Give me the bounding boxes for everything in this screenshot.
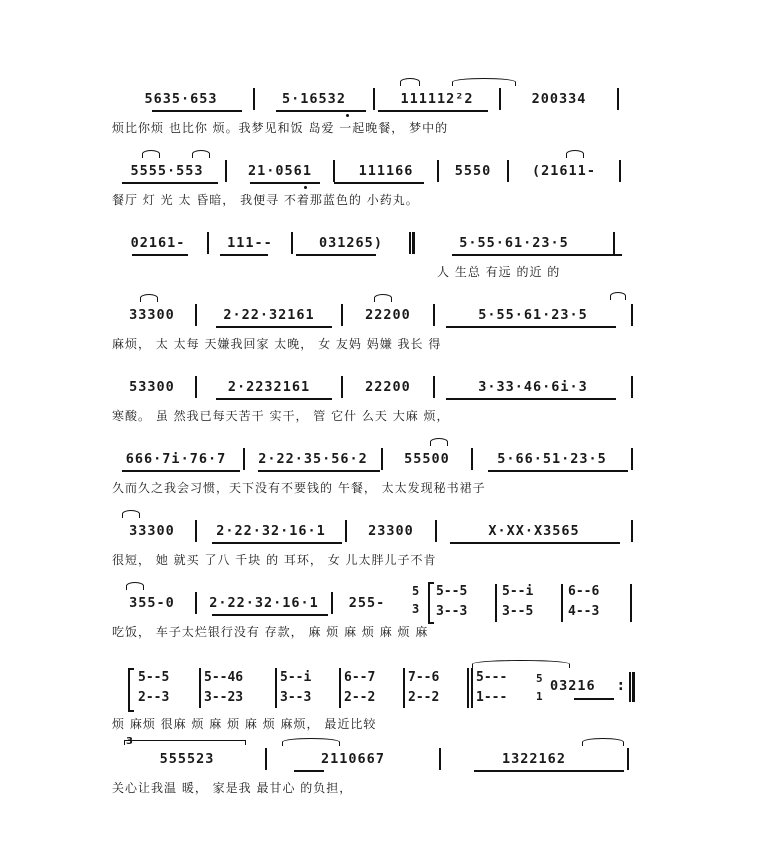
lyrics-row [112, 712, 637, 734]
chord-bar [476, 668, 532, 708]
chord-bar [204, 668, 268, 708]
chord-upper: 7--6 [408, 670, 440, 685]
tie-mark [582, 738, 624, 746]
chord-lower: 3--3 [436, 604, 468, 619]
measure: 2·2232161 [227, 379, 311, 395]
tie-mark [566, 150, 584, 158]
barline [253, 88, 255, 110]
measure: 111-- [227, 235, 273, 251]
barline [195, 304, 197, 326]
chord-bracket [428, 582, 434, 624]
beam-underline [132, 254, 188, 256]
barline [613, 232, 615, 254]
lyric-line: 麻烦， 太 太每 天嫌我回家 太晚， 女 友妈 妈嫌 我长 得 [112, 336, 442, 351]
barline [195, 592, 197, 614]
octave-dot [304, 186, 307, 189]
octave-dot [346, 114, 349, 117]
measure: 2·22·32·16·1 [209, 595, 319, 611]
lyrics-row [112, 776, 637, 798]
lyric-line: 关心让我温 暖， 家是我 最甘心 的负担， [112, 780, 353, 795]
beam-underline [474, 770, 624, 772]
lyric-line: 吃饭， 车子太烂银行没有 存款， 麻 烦 麻 烦 麻 烦 麻 [112, 624, 429, 639]
measure: 666·7i·76·7 [125, 451, 227, 467]
measure: 5·16532 [282, 91, 346, 107]
chord-bar [138, 668, 194, 708]
measure: 5·55·61·23·5 [478, 307, 588, 323]
beam-underline [216, 398, 332, 400]
measure: 5555·553 [130, 163, 204, 179]
barline [195, 376, 197, 398]
lyric-line: 烦比你烦 也比你 烦。我梦见和饭 岛爱 一起晚餐， 梦中的 [112, 120, 449, 135]
tie-mark [192, 150, 210, 158]
tie-mark [452, 78, 516, 86]
tie-mark [374, 294, 392, 302]
chord-lower: 3--5 [502, 604, 534, 619]
beam-underline [378, 110, 488, 112]
tie-mark [472, 660, 570, 668]
beam-underline [452, 254, 622, 256]
beam-underline [122, 182, 218, 184]
chord-lead: 5 3 [412, 584, 420, 616]
measure: 33300 [129, 307, 175, 323]
lyrics-row [112, 116, 637, 138]
barline [225, 160, 227, 182]
measure: 23300 [368, 523, 414, 539]
measure: 031265) [319, 235, 383, 251]
measure: 22200 [365, 307, 411, 323]
barline [617, 88, 619, 110]
measure: X·XX·X3565 [488, 523, 580, 539]
lyrics-row [112, 476, 637, 498]
barline [341, 376, 343, 398]
barline [199, 668, 201, 708]
barline [435, 520, 437, 542]
barline [630, 584, 632, 622]
repeat-barline [629, 672, 635, 702]
measure: 2·22·32·16·1 [216, 523, 326, 539]
barline [291, 232, 293, 254]
tie-mark [122, 510, 140, 518]
barline [433, 376, 435, 398]
chord-lower: 2--2 [344, 690, 376, 705]
chord-bar [408, 668, 462, 708]
lyric-line: 寒酸。 虽 然我已每天苦干 实干， 管 它什 么天 大麻 烦， [112, 408, 450, 423]
measure: 2·22·35·56·2 [258, 451, 368, 467]
chord-upper: 6--6 [568, 584, 600, 599]
beam-underline [152, 110, 242, 112]
beam-underline [446, 398, 616, 400]
barline [631, 448, 633, 470]
barline [561, 584, 563, 622]
chord-lower: 3--23 [204, 690, 244, 705]
chord-bar [436, 582, 492, 622]
lyric-line: 人 生总 有远 的近 的 [437, 264, 561, 279]
chord-bar [502, 582, 558, 622]
chord-lower: 2--3 [138, 690, 170, 705]
measure: 355-0 [129, 595, 175, 611]
chord-bar [568, 582, 624, 622]
barline [437, 160, 439, 182]
beam-underline [258, 470, 380, 472]
beam-underline [122, 470, 240, 472]
barline [373, 88, 375, 110]
lyrics-row [112, 332, 637, 354]
chord-upper: 5--i [280, 670, 312, 685]
lyrics-row [112, 404, 637, 426]
barline [333, 160, 335, 182]
measure: 555523 [159, 751, 215, 767]
measure: 2110667 [321, 751, 385, 767]
chord-upper: 5--i [502, 584, 534, 599]
beam-underline [216, 326, 332, 328]
barline [631, 304, 633, 326]
chord-bracket [128, 668, 134, 712]
chord-upper: 5--46 [204, 670, 244, 685]
barline [627, 748, 629, 770]
notes-row [112, 588, 637, 618]
beam-underline [334, 182, 424, 184]
barline [331, 592, 333, 614]
measure: (21611- [532, 163, 596, 179]
beam-underline [294, 770, 324, 772]
measure: 200334 [531, 91, 587, 107]
measure: 53300 [129, 379, 175, 395]
lyric-line: 很短， 她 就买 了八 千块 的 耳环， 女 儿太胖儿子不肯 [112, 552, 437, 567]
barline [439, 748, 441, 770]
barline [495, 584, 497, 622]
chord-bar [344, 668, 398, 708]
barline [499, 88, 501, 110]
beam-underline [574, 698, 614, 700]
barline [433, 304, 435, 326]
measure: 22200 [365, 379, 411, 395]
chord-lower: 4--3 [568, 604, 600, 619]
barline [507, 160, 509, 182]
barline [341, 304, 343, 326]
barline [471, 668, 473, 708]
tie-mark [126, 582, 144, 590]
triplet-mark: 3 [126, 736, 133, 747]
tie-mark [610, 292, 626, 300]
lyric-line: 餐厅 灯 光 太 昏暗， 我便寻 不着那蓝色的 小药丸。 [112, 192, 419, 207]
barline [207, 232, 209, 254]
measure: 5·55·61·23·5 [459, 235, 569, 251]
chord-bar [280, 668, 334, 708]
lyrics-row [112, 260, 637, 282]
measure: 255- [348, 595, 386, 611]
measure: 111112²2 [400, 91, 474, 107]
chord-upper: 5--- [476, 670, 508, 685]
barline [631, 376, 633, 398]
chord-lower: 2--2 [408, 690, 440, 705]
beam-underline [212, 542, 342, 544]
beam-underline [488, 470, 628, 472]
chord-lower: 1--- [476, 690, 508, 705]
beam-underline [250, 182, 320, 184]
barline [631, 520, 633, 542]
chord-tail: 5 1 [536, 672, 543, 703]
tie-mark [282, 738, 340, 746]
beam-underline [450, 542, 620, 544]
tie-mark [140, 294, 158, 302]
measure: 111166 [358, 163, 414, 179]
barline [243, 448, 245, 470]
barline [467, 668, 469, 708]
measure: 5·66·51·23·5 [497, 451, 607, 467]
measure: 33300 [129, 523, 175, 539]
barline [345, 520, 347, 542]
measure: 3·33·46·6i·3 [478, 379, 588, 395]
lyrics-row [112, 620, 637, 642]
measure: 55500 [404, 451, 450, 467]
beam-underline [276, 110, 366, 112]
lyric-line: 烦 麻烦 很麻 烦 麻 烦 麻 烦 麻烦， 最近比较 [112, 716, 377, 731]
double-barline [409, 232, 415, 254]
beam-underline [220, 254, 268, 256]
chord-upper: 5--5 [138, 670, 170, 685]
chord-upper: 5--5 [436, 584, 468, 599]
measure: 02161- [130, 235, 186, 251]
barline [403, 668, 405, 708]
barline [471, 448, 473, 470]
measure: 2·22·32161 [223, 307, 315, 323]
beam-underline [446, 326, 616, 328]
tie-mark [142, 150, 160, 158]
measure: 03216 [550, 678, 596, 694]
barline [619, 160, 621, 182]
barline [381, 448, 383, 470]
measure: 5635·653 [144, 91, 218, 107]
measure: 21·0561 [248, 163, 312, 179]
barline [265, 748, 267, 770]
tie-mark [430, 438, 448, 446]
repeat-dots: : [618, 678, 624, 694]
tie-mark [400, 78, 420, 86]
chord-upper: 6--7 [344, 670, 376, 685]
barline [275, 668, 277, 708]
measure: 1322162 [502, 751, 566, 767]
lyrics-row [112, 188, 637, 210]
beam-underline [296, 254, 376, 256]
lyric-line: 久而久之我会习惯，天下没有不要钱的 午餐， 太太发现秘书裙子 [112, 480, 486, 495]
barline [339, 668, 341, 708]
lyrics-row [112, 548, 637, 570]
beam-underline [212, 614, 328, 616]
barline [195, 520, 197, 542]
chord-lower: 3--3 [280, 690, 312, 705]
measure: 5550 [454, 163, 492, 179]
